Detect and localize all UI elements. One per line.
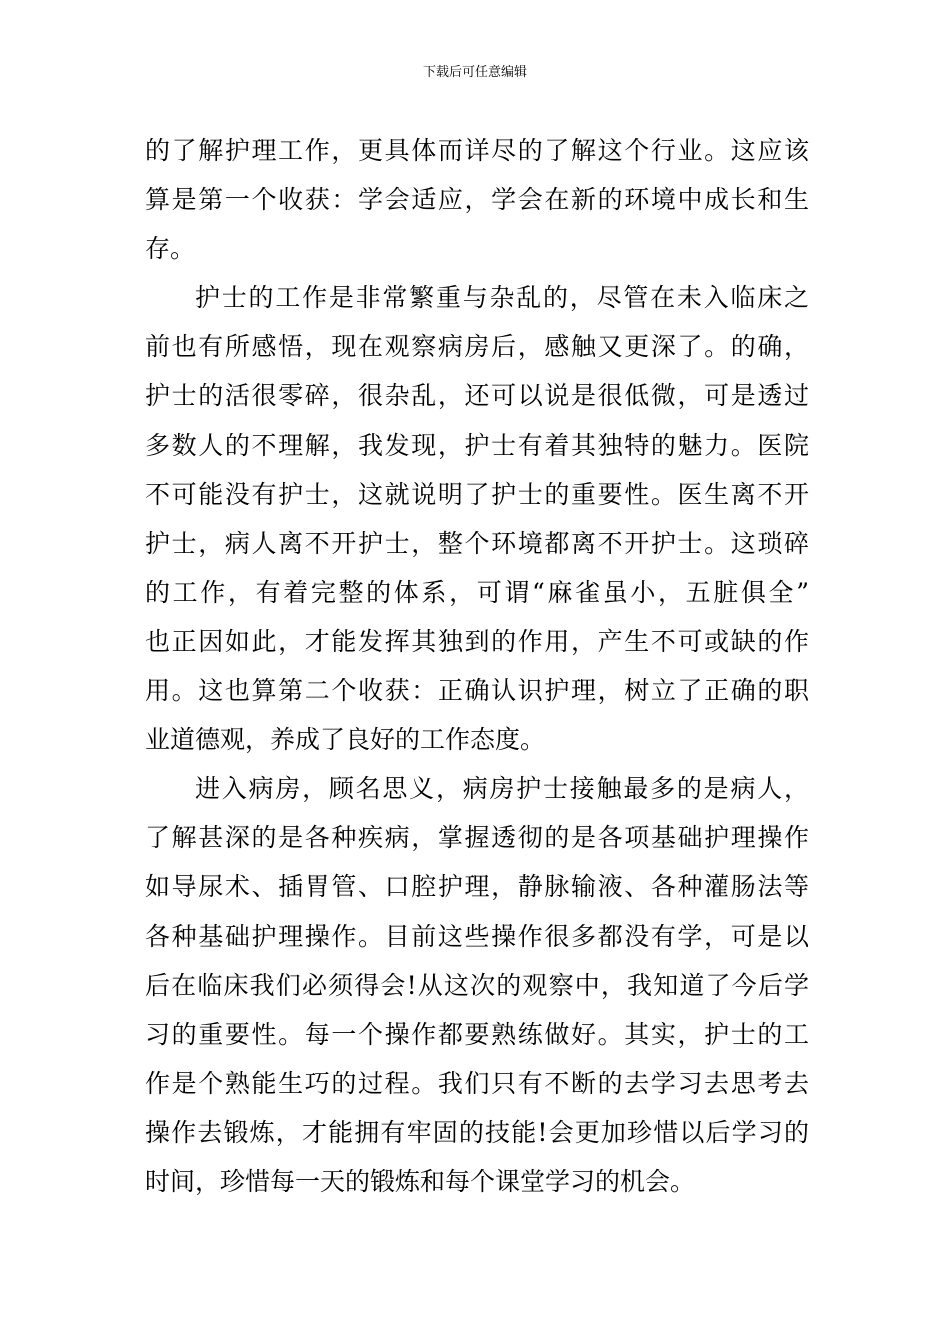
text-line: 的工作，有着完整的体系，可谓“麻雀虽小，五脏俱全” (145, 577, 809, 607)
text-line: 业道德观，养成了良好的工作态度。 (145, 725, 546, 755)
text-line: 不可能没有护士，这就说明了护士的重要性。医生离不开 (145, 479, 809, 509)
text-line: 了解甚深的是各种疾病，掌握透彻的是各项基础护理操作 (145, 823, 809, 853)
text-line: 的了解护理工作，更具体而详尽的了解这个行业。这应该 (145, 136, 809, 165)
text-line: 操作去锻炼，才能拥有牢固的技能!会更加珍惜以后学习的 (145, 1117, 809, 1147)
text-line: 作是个熟能生巧的过程。我们只有不断的去学习去思考去 (145, 1068, 809, 1098)
page-header: 下载后可任意编辑 (422, 65, 527, 80)
text-line: 多数人的不理解，我发现，护士有着其独特的魅力。医院 (145, 430, 809, 460)
text-line: 存。 (145, 234, 196, 264)
text-line: 时间，珍惜每一天的锻炼和每个课堂学习的机会。 (145, 1166, 696, 1196)
text-line: 也正因如此，才能发挥其独到的作用，产生不可或缺的作 (145, 626, 809, 656)
text-line: 各种基础护理操作。目前这些操作很多都没有学，可是以 (145, 921, 809, 951)
body-text (145, 126, 809, 1206)
text-line: 习的重要性。每一个操作都要熟练做好。其实，护士的工 (145, 1019, 809, 1049)
text-line: 后在临床我们必须得会!从这次的观察中，我知道了今后学 (145, 970, 809, 1000)
text-line: 进入病房，顾名思义，病房护士接触最多的是病人， (195, 774, 809, 804)
text-line: 护士，病人离不开护士，整个环境都离不开护士。这琐碎 (145, 528, 809, 558)
text-line: 如导尿术、插胃管、口腔护理，静脉输液、各种灌肠法等 (145, 872, 809, 902)
text-line: 护士的工作是非常繁重与杂乱的，尽管在未入临床之 (195, 283, 809, 313)
text-line: 算是第一个收获：学会适应，学会在新的环境中成长和生 (145, 185, 809, 215)
text-line: 护士的活很零碎，很杂乱，还可以说是很低微，可是透过 (145, 381, 809, 411)
text-line: 用。这也算第二个收获：正确认识护理，树立了正确的职 (145, 676, 809, 706)
text-line: 前也有所感悟，现在观察病房后，感触又更深了。的确， (145, 332, 809, 362)
